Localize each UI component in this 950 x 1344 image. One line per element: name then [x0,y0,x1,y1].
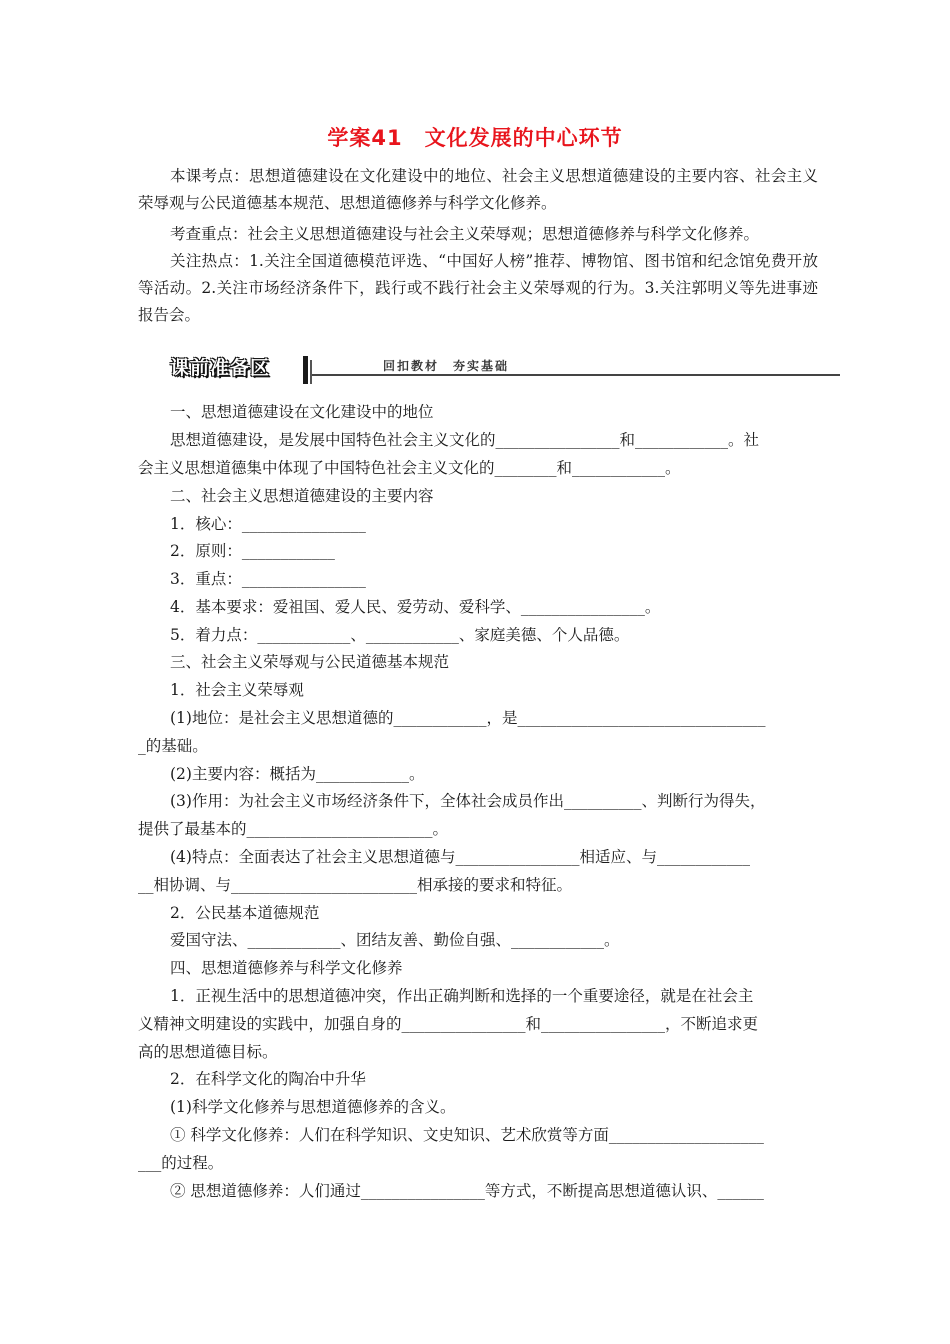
fill-line: 1．核心：________________ [170,515,366,533]
fill-line: 3．重点：________________ [170,570,366,588]
fill-line: ② 思想道德修养：人们通过________________等方式，不断提高思想道德认识、______ [170,1182,764,1200]
fill-line: 爱国守法、____________、团结友善、勤俭自强、____________。 [170,931,620,949]
section-heading: 四、思想道德修养与科学文化修养 [170,959,403,977]
intro-kaodian: 本课考点：思想道德建设在文化建设中的地位、社会主义思想道德建设的主要内容、社会主义荣辱观与公民道德基本规范、思想道德修养与科学文化修养。 [138,167,818,212]
fill-line: 4．基本要求：爱祖国、爱人民、爱劳动、爱科学、________________。 [170,598,661,616]
subsection-heading: 1．社会主义荣辱观 [170,681,304,699]
section-banner [170,352,840,386]
fill-line: (3)作用：为社会主义市场经济条件下，全体社会成员作出__________、判断行为得失， [170,792,766,810]
intro-zhongdian: 考查重点：社会主义思想道德建设与社会主义荣辱观；思想道德修养与科学文化修养。 [170,225,760,243]
banner-divider-thin [310,360,312,384]
intro-redian: 关注热点：1.关注全国道德模范评选、“中国好人榜”推荐、博物馆、图书馆和纪念馆免费开放等活动。2.关注市场经济条件下，践行或不践行社会主义荣辱观的行为。3.关注郭明义等先进事迹报告会。 [138,252,818,324]
fill-line: ① 科学文化修养：人们在科学知识、文史知识、艺术欣赏等方面____________________ [170,1126,764,1144]
fill-line: ___的过程。 [138,1154,224,1172]
fill-line: 义精神文明建设的实践中，加强自身的________________和________________，不断追求更 [138,1015,759,1033]
fill-line: 高的思想道德目标。 [138,1043,278,1061]
fill-line: (1)科学文化修养与思想道德修养的含义。 [170,1098,456,1116]
fill-line: 会主义思想道德集中体现了中国特色社会主义文化的________和____________。 [138,459,681,477]
banner-rule [312,374,840,376]
fill-line: 5．着力点：____________、____________、家庭美德、个人品德。 [170,626,630,644]
fill-line: (2)主要内容：概括为____________。 [170,765,425,783]
fill-line: 2．原则：____________ [170,542,335,560]
subsection-heading: 2．在科学文化的陶冶中升华 [170,1070,366,1088]
fill-line: (4)特点：全面表达了社会主义思想道德与________________相适应、与____________ [170,848,750,866]
fill-line: 1．正视生活中的思想道德冲突，作出正确判断和选择的一个重要途径，就是在社会主 [170,987,754,1005]
page-title: 学案41 文化发展的中心环节 [327,126,623,150]
fill-line: 思想道德建设，是发展中国特色社会主义文化的________________和____________。社 [170,431,760,449]
fill-line: _的基础。 [138,737,208,755]
banner-divider [303,356,308,384]
fill-line: (1)地位：是社会主义思想道德的____________，是________________________________ [170,709,766,727]
banner-subtitle: 回扣教材 夯实基础 [383,359,510,373]
section-heading: 二、社会主义思想道德建设的主要内容 [170,487,434,505]
subsection-heading: 2．公民基本道德规范 [170,904,320,922]
section-heading: 三、社会主义荣辱观与公民道德基本规范 [170,653,450,671]
fill-line: __相协调、与________________________相承接的要求和特征。 [138,876,573,894]
banner-title: 课前准备区 [170,357,271,379]
fill-line: 提供了最基本的________________________。 [138,820,449,838]
section-heading: 一、思想道德建设在文化建设中的地位 [170,403,434,421]
